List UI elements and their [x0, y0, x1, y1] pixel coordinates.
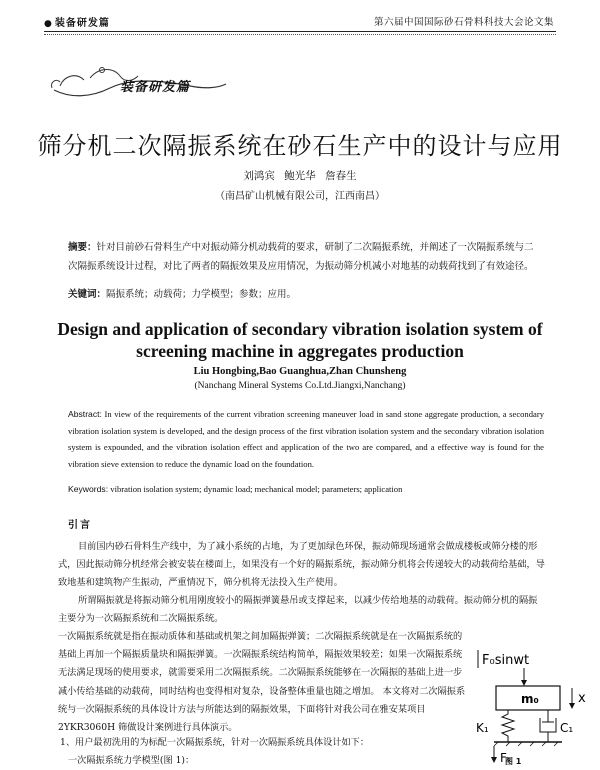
x-arrow-head: [569, 703, 575, 709]
keywords-cn-text: 隔振系统；动载荷；力学模型；参数；应用。: [106, 289, 297, 300]
section-heading-intro: 引言: [68, 520, 92, 531]
abstract-en: [68, 406, 544, 472]
paper-title-cn: 筛分机二次隔振系统在砂石生产中的设计与应用: [37, 132, 563, 160]
affiliation-en: (Nanchang Mineral Systems Co.Ltd.Jiangxi,Nanchang): [194, 381, 406, 391]
intro-paragraph-3: 一次隔振系统就是指在振动质体和基础或机架之间加隔振弹簧；二次隔振系统就是在一次隔振系统的基础上再加一个隔振质量块和隔振弹簧。一次隔振系统结构简单，隔振效果较差；如果一次隔振系统无法满足现场的使用要求，就需要采用二次隔振系统。二次隔振系统能够在一次隔振的基础上进一步减小传给基础的动载荷，同时结构也变得相对复杂，设备整体重量也随之增加。 本文将对二次隔振系统与一次隔振系统的具体设计方法与所能达到的隔振效果，下面将针对我公司在雅安某项目 2YKR3060H 筛做设计案例进行具体演示。: [58, 631, 466, 734]
abstract-en-text: In view of the requirements of the current vibration screening maneuver load in sand stone aggregate production, a secondary vibration isolation system is developed, and the design process of the first vibration isolation system and the secondary vibration isolation system is expounded, and the vibration isolation effect and application of the two are compared, and a effective way is found for the vibration sieve extension to reduce the dynamic load on the foundation.: [68, 409, 544, 469]
list-item-1-sub: 一次隔振系统力学模型(图 1)：: [68, 755, 195, 766]
ft-label: Fₜ: [500, 751, 511, 765]
bullet-icon: ●: [44, 19, 53, 29]
mass-label: m₀: [521, 692, 539, 706]
paper-title-en: Design and application of secondary vibration isolation system of screening machine in aggregates production: [57, 319, 543, 361]
running-header-conference: 第六届中国国际砂石骨料科技大会论文集: [373, 17, 554, 28]
intro-paragraph-2: 所谓隔振就是将振动筛分机用刚度较小的隔振弹簧悬吊或支撑起来，以减少传给地基的动载荷。振动筛分机的隔振主要分为一次隔振系统和二次隔振系统。: [58, 595, 538, 625]
abstract-cn: [68, 238, 538, 276]
figure-1-caption: 图 1: [505, 757, 522, 766]
abstract-cn-label: 摘要：: [68, 242, 97, 253]
keywords-cn: [68, 286, 538, 300]
running-header-section: [44, 14, 110, 29]
keywords-en-text: vibration isolation system; dynamic load; mechanical model; parameters; application: [110, 484, 403, 494]
force-arrow-head: [521, 680, 527, 686]
authors-en: Liu Hongbing,Bao Guanghua,Zhan Chunsheng: [193, 366, 407, 377]
keywords-en: [68, 484, 544, 494]
list-item-1: 1、用户最初洗用的为标配一次隔振系统，针对一次隔振系统具体设计如下：: [60, 737, 370, 748]
section-label: 装备研发篇: [54, 18, 110, 29]
figure-1-mechanical-model: [472, 648, 592, 766]
header-rule-dotted: [44, 34, 556, 35]
header-rule: [44, 31, 556, 32]
authors-cn: 刘鸿宾 鲍光华 詹春生: [243, 170, 357, 182]
abstract-cn-text: 针对目前砂石骨料生产中对振动筛分机动载荷的要求，研制了二次隔振系统，并阐述了一次隔振系统与二次隔振系统设计过程，对比了两者的隔振效果及应用情况，为振动筛分机减小对地基的动载荷找到了有效途径。: [68, 242, 534, 272]
column-logo-text: 装备研发篇: [120, 80, 191, 95]
keywords-en-label: Keywords:: [68, 484, 109, 494]
keywords-cn-label: 关键词：: [68, 289, 107, 300]
c1-label: C₁: [560, 721, 574, 735]
x-label: x: [578, 691, 586, 706]
affiliation-cn: （南昌矿山机械有限公司，江西南昌）: [215, 191, 385, 202]
abstract-en-label: Abstract:: [68, 409, 102, 419]
k1-label: K₁: [476, 721, 489, 735]
intro-paragraph-1: 目前国内砂石骨料生产线中，为了减小系统的占地，为了更加绿色环保，振动筛现场通常会做成楼板或筛分楼的形式，因此振动筛分机经常会被安装在楼面上，如果没有一个好的隔振系统，振动筛分机将会传递较大的动载荷给基础，导致地基和建筑物产生振动，严重情况下，筛分机将无法投入生产使用。: [58, 541, 545, 589]
force-label: F₀sinwt: [482, 653, 530, 668]
ft-arrow-head: [491, 757, 497, 763]
spring-k1: [502, 710, 514, 742]
